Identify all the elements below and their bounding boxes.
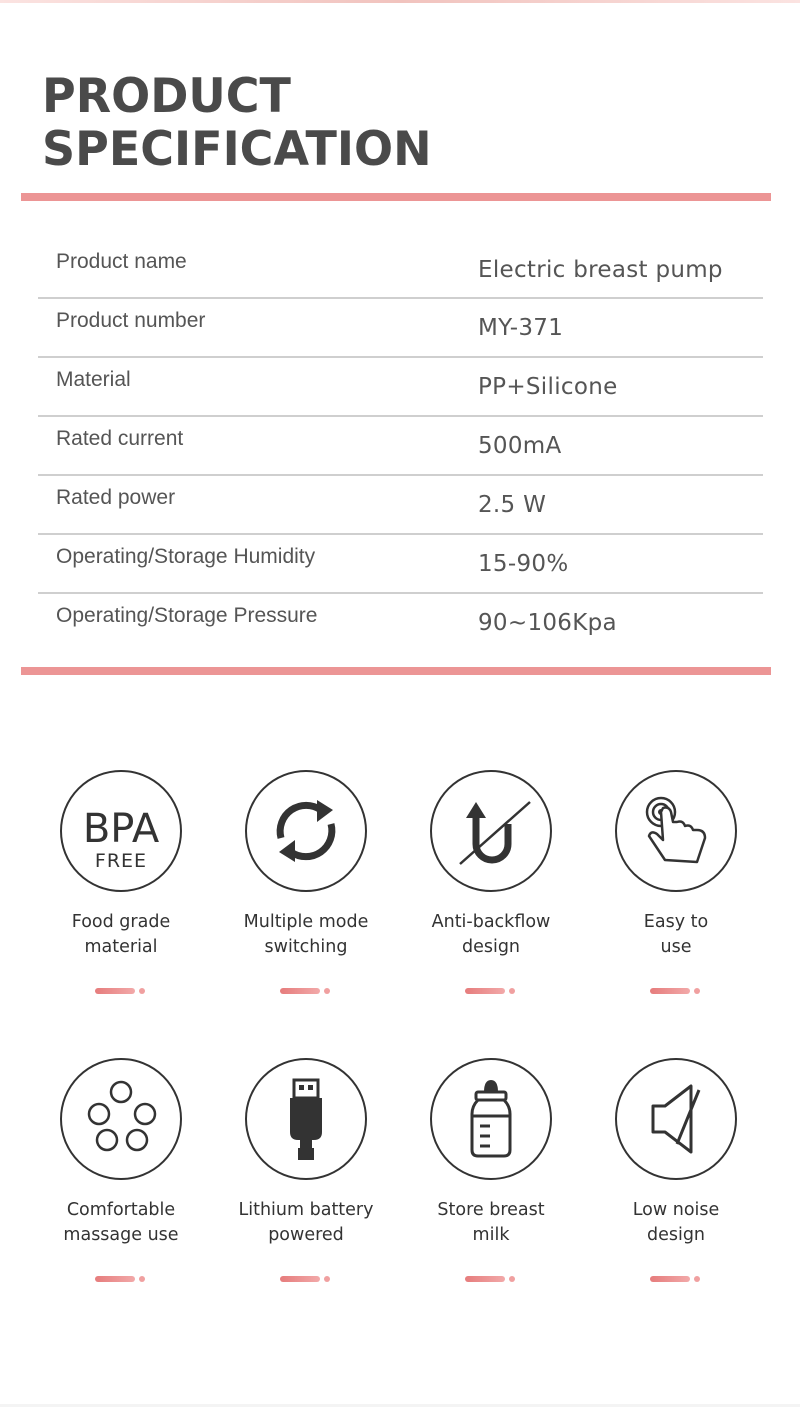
bpa-free-icon xyxy=(60,770,182,892)
decor-dash xyxy=(465,988,517,994)
feature-anti-backflow xyxy=(399,770,583,994)
feature-label xyxy=(214,1198,398,1248)
spec-label: Operating/Storage Pressure xyxy=(56,604,318,627)
spec-value: PP+Silicone xyxy=(478,374,618,400)
feature-low-noise xyxy=(584,1058,768,1282)
top-decor-strip xyxy=(0,0,800,3)
usb-plug-icon xyxy=(245,1058,367,1180)
feature-label-line: powered xyxy=(268,1225,344,1245)
spec-row xyxy=(38,535,763,594)
feature-label-line: design xyxy=(461,937,521,957)
decor-dash xyxy=(465,1276,517,1282)
spec-value: 500mA xyxy=(478,433,562,459)
spec-row xyxy=(38,240,763,299)
baby-bottle-icon xyxy=(430,1058,552,1180)
feature-label-line: material xyxy=(84,937,158,957)
divider-bar-bottom xyxy=(21,667,771,675)
spec-label: Product number xyxy=(56,309,206,332)
feature-label-line: Store breast xyxy=(437,1200,545,1220)
spec-row xyxy=(38,299,763,358)
feature-label xyxy=(584,910,768,960)
spec-row xyxy=(38,358,763,417)
decor-dash xyxy=(95,1276,147,1282)
spec-label: Product name xyxy=(56,250,187,273)
spec-row xyxy=(38,476,763,535)
feature-label xyxy=(29,910,213,960)
spec-label: Rated power xyxy=(56,486,176,509)
feature-food-grade xyxy=(29,770,213,994)
spec-row xyxy=(38,417,763,476)
feature-label-line: Food grade xyxy=(71,912,171,932)
feature-label-line: Lithium battery xyxy=(238,1200,374,1220)
page-title xyxy=(42,69,432,175)
spec-value: 15-90% xyxy=(478,551,569,577)
feature-label-line: Easy to xyxy=(643,912,709,932)
divider-bar-top xyxy=(21,193,771,201)
feature-label-line: milk xyxy=(472,1225,510,1245)
feature-label-line: Low noise xyxy=(632,1200,720,1220)
feature-label-line: Multiple mode xyxy=(243,912,369,932)
touch-hand-icon xyxy=(615,770,737,892)
feature-label xyxy=(399,910,583,960)
spec-value: 90~106Kpa xyxy=(478,610,617,636)
feature-label-line: massage use xyxy=(63,1225,179,1245)
spec-value: MY-371 xyxy=(478,315,564,341)
feature-label-line: Anti-backflow xyxy=(431,912,551,932)
decor-dash xyxy=(650,988,702,994)
feature-store-milk xyxy=(399,1058,583,1282)
spec-row xyxy=(38,594,763,651)
feature-label xyxy=(399,1198,583,1248)
spec-label: Material xyxy=(56,368,131,391)
decor-dash xyxy=(280,1276,332,1282)
feature-label xyxy=(214,910,398,960)
feature-label xyxy=(584,1198,768,1248)
title-line-2: SPECIFICATION xyxy=(42,120,432,177)
feature-label-line: design xyxy=(646,1225,706,1245)
decor-dash xyxy=(650,1276,702,1282)
decor-dash xyxy=(280,988,332,994)
title-line-1: PRODUCT xyxy=(42,67,291,124)
feature-massage xyxy=(29,1058,213,1282)
feature-label-line: Comfortable xyxy=(66,1200,176,1220)
anti-backflow-icon xyxy=(430,770,552,892)
feature-lithium-battery xyxy=(214,1058,398,1282)
refresh-icon xyxy=(245,770,367,892)
bpa-icon-text: BPA xyxy=(82,806,160,852)
massage-dots-icon xyxy=(60,1058,182,1180)
spec-value: 2.5 W xyxy=(478,492,547,518)
feature-multiple-mode xyxy=(214,770,398,994)
feature-label-line: switching xyxy=(264,937,348,957)
feature-easy-to-use xyxy=(584,770,768,994)
free-icon-text: FREE xyxy=(94,850,148,872)
decor-dash xyxy=(95,988,147,994)
spec-value: Electric breast pump xyxy=(478,257,723,283)
spec-label: Operating/Storage Humidity xyxy=(56,545,316,568)
feature-label xyxy=(29,1198,213,1248)
spec-label: Rated current xyxy=(56,427,184,450)
feature-label-line: use xyxy=(660,937,692,957)
mute-speaker-icon xyxy=(615,1058,737,1180)
spec-table xyxy=(38,240,763,651)
